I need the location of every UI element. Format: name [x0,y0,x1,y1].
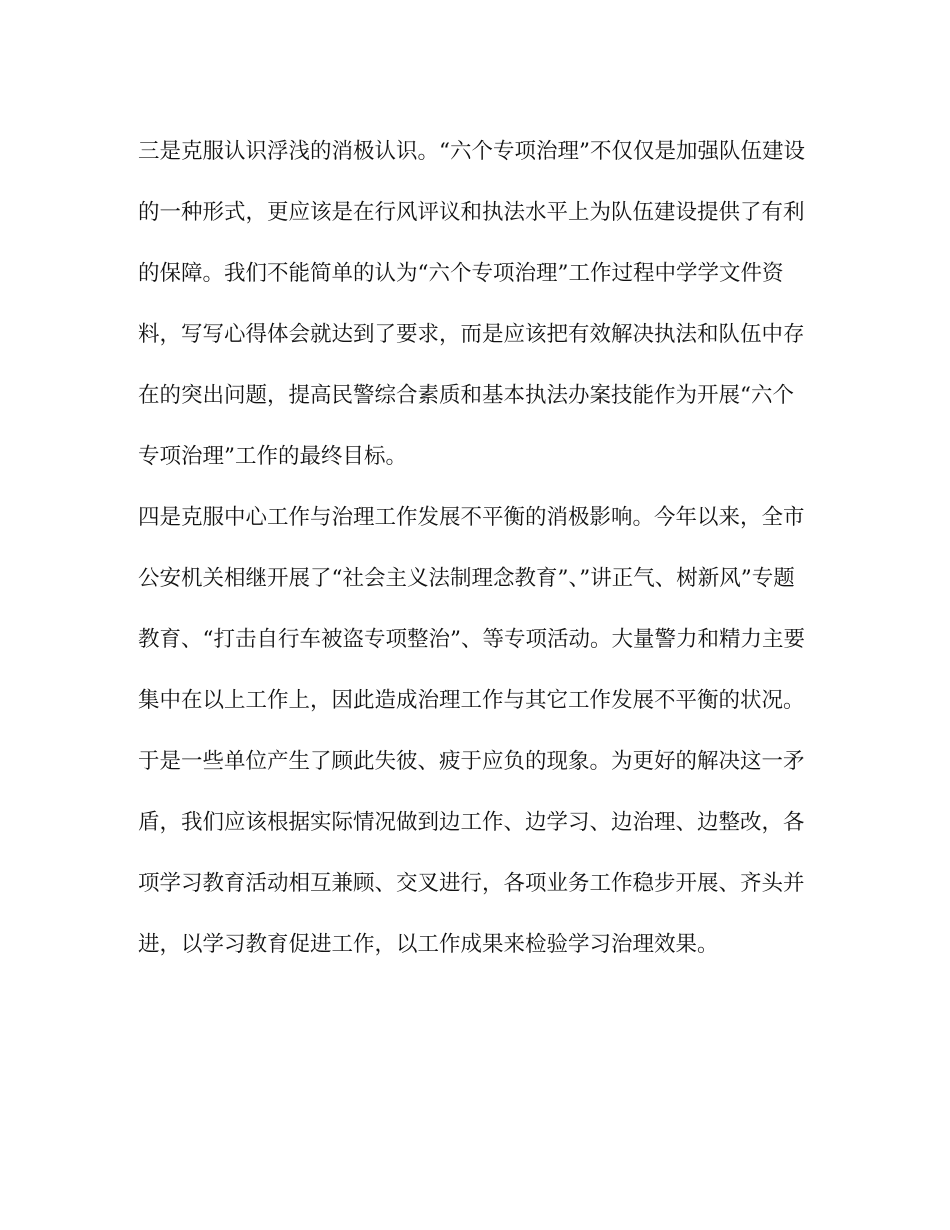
text-line: 公安机关相继开展了“社会主义法制理念教育”、”讲正气、树新风”专题 [138,566,795,591]
text-line: 集中在以上工作上，因此造成治理工作与其它工作发展不平衡的状况。 [138,688,805,713]
text-line: 在的突出问题，提高民警综合素质和基本执法办案技能作为开展“六个 [138,383,794,408]
text-line: 项学习教育活动相互兼顾、交叉进行，各项业务工作稳步开展、齐头并 [138,871,805,896]
text-line: 四是克服中心工作与治理工作发展不平衡的消极影响。今年以来，全市 [138,505,805,530]
text-line: 的保障。我们不能简单的认为“六个专项治理”工作过程中学学文件资 [138,261,784,286]
text-line: 料，写写心得体会就达到了要求，而是应该把有效解决执法和队伍中存 [138,322,805,347]
text-line: 教育、“打击自行车被盗专项整治”、等专项活动。大量警力和精力主要 [138,627,805,652]
paragraph-2 [138,487,818,975]
text-line: 的一种形式，更应该是在行风评议和执法水平上为队伍建设提供了有利 [138,200,805,225]
text-line: 进，以学习教育促进工作，以工作成果来检验学习治理效果。 [138,932,719,957]
text-line: 三是克服认识浮浅的消极认识。“六个专项治理”不仅仅是加强队伍建设 [138,139,805,164]
document-body [138,121,818,975]
text-line: 专项治理”工作的最终目标。 [138,444,407,469]
paragraph-1 [138,121,818,487]
text-line: 于是一些单位产生了顾此失彼、疲于应负的现象。为更好的解决这一矛 [138,749,805,774]
text-line: 盾，我们应该根据实际情况做到边工作、边学习、边治理、边整改，各 [138,810,805,835]
